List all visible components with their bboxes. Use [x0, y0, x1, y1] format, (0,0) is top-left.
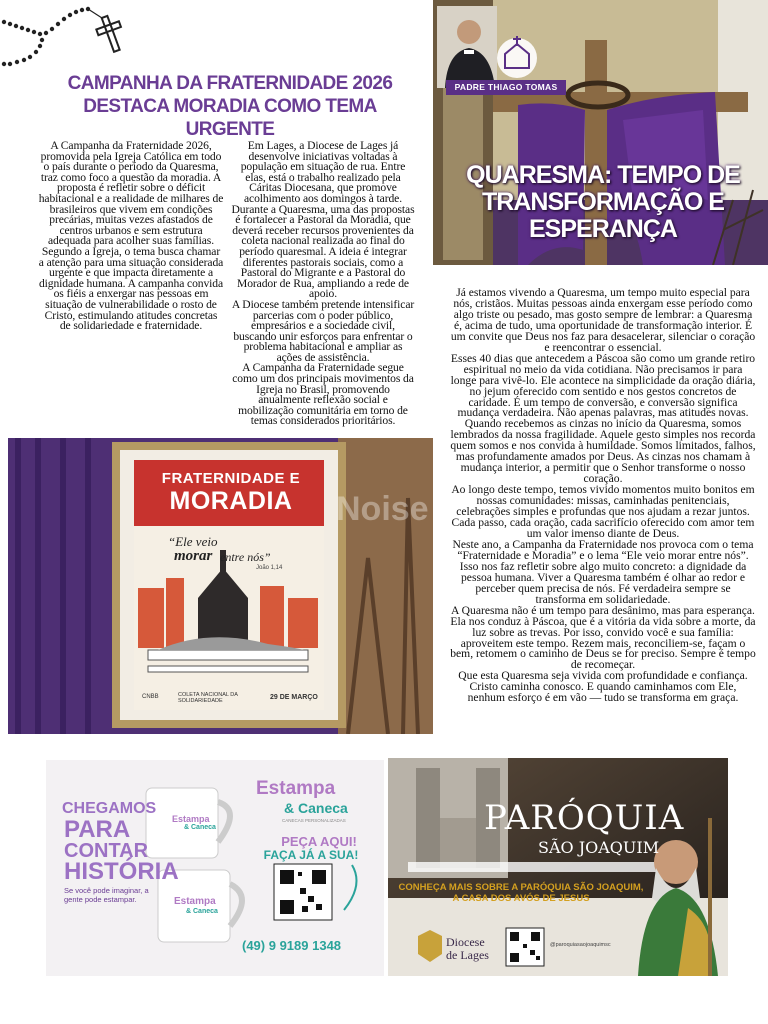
- mug-brand-2b: & Caneca: [186, 908, 218, 915]
- article-paragraph: Durante a Quaresma, uma das propostas é fortalecer a Pastoral da Moradia, que deverá receber recursos provenientes da coleta nacional realizada ao final do período quaresmal. A ideia é integrar diferentes pastorais sociais, como a Pastoral do Migrante e a Pastoral do Morador de Rua, ampliando a rede de apoio.: [231, 202, 415, 301]
- ad-subtitle: SÃO JOAQUIM: [538, 838, 660, 857]
- lent-article: [450, 288, 756, 704]
- article-paragraph: A Campanha da Fraternidade segue como um dos principais movimentos da Igreja no Brasil, promovendo anualmente reflexão social e mobilização comunitária em torno de temas considerados prioritários.: [232, 361, 414, 428]
- page-headline: CAMPANHA DA FRATERNIDADE 2026 DESTACA MORADIA COMO TEMA URGENTE: [67, 73, 393, 140]
- ad-headline-3: CONTAR: [64, 840, 149, 862]
- poster-footer-mid: COLETA NACIONAL DA SOLIDARIEDADE: [178, 692, 238, 704]
- article-paragraph: A Diocese também pretende intensificar parcerias com o poder público, empresários e a sociedade civil, buscando unir esforços para enfrentar o problema habitacional e ampliar as ações de assistência.: [231, 297, 415, 364]
- article-column-2: [230, 141, 416, 427]
- article-paragraph: Quando recebemos as cinzas no início da Quaresma, somos lembrados da nossa fragilidade. Aquele gesto simples nos recorda quem somos e nos convida à humildade. Somos limitados, falhos, mas profundamente amados por Deus. As cinzas nos chamam à mudança interior, a permitir que o Senhor transforme o nosso coração.: [450, 417, 756, 486]
- mug-brand-2: Estampa: [174, 896, 216, 907]
- ad-headline-1: CHEGAMOS: [62, 800, 157, 817]
- ad-phone[interactable]: (49) 9 9189 1348: [242, 938, 342, 953]
- poster-footer-right: 29 DE MARÇO: [270, 694, 318, 701]
- article-paragraph: Ao longo deste tempo, temos vivido momentos muito bonitos em nossas comunidades: missas, caminhadas penitenciais, celebrações simples e profundas que nos ajudam a rezar juntos. Cada passo, cada oração, cada sacrifício oferecido com amor tem um valor imenso diante de Deus.: [451, 483, 755, 540]
- ad-headline-4: HISTÓRIA: [64, 858, 179, 885]
- ad-headline-2: PARA: [64, 816, 131, 843]
- poster-title-line-1: FRATERNIDADE E: [161, 470, 301, 487]
- poster-footer-left: CNBB: [142, 694, 159, 700]
- brand-name-line-1: Estampa: [256, 778, 336, 799]
- poster-motto-line-1: “Ele veio: [168, 534, 218, 549]
- article-paragraph: Que esta Quaresma seja vivida com profundidade e confiança. Cristo caminha conosco. E quando caminhamos com Ele, nenhum esforço é em vão — tudo se transforma em graça.: [458, 669, 748, 705]
- rosary-decoration: [0, 0, 140, 70]
- poster-motto-line-2: entre nós”: [220, 550, 271, 564]
- mug-brand-1b: & Caneca: [184, 824, 216, 831]
- campaign-poster-photo: [8, 438, 433, 734]
- mug-brand-1: Estampa: [172, 814, 210, 824]
- watermark: Noise: [336, 490, 429, 528]
- ad-cta: CONHEÇA MAIS SOBRE A PARÓQUIA SÃO JOAQUIM, A CASA DOS AVÓS DE JESUS: [398, 882, 644, 904]
- ad-estampa-caneca[interactable]: [46, 760, 384, 976]
- ad-title: PARÓQUIA: [484, 798, 685, 838]
- article-paragraph: Esses 40 dias que antecedem a Páscoa são como um grande retiro espiritual no meio da vida cotidiana. Não precisamos ir para longe para vivê-lo. Ele acontece na simplicidade da oração diária, no jejum oferecido com sentido e nos gestos concretos de caridade. É um tempo de conversão, e conversão significa mudança verdadeira. Não apenas palavras, mas atitudes novas.: [450, 351, 756, 420]
- cta-line-2: FAÇA JÁ A SUA!: [263, 848, 359, 862]
- article-paragraph: Já estamos vivendo a Quaresma, um tempo muito especial para nós, cristãos. Muitas pessoas ainda enxergam esse período como algo triste ou pesado, mas gosto sempre de lembrar: a Quaresma é, acima de tudo, uma oportunidade de transformação interior. É um convite que Deus nos faz para desacelerar, silenciar o coração e reencontrar o essencial.: [450, 286, 756, 354]
- poster-citation: João 1,14: [256, 565, 283, 571]
- article-paragraph: Segundo a Igreja, o tema busca chamar a atenção para uma situação considerada urgente e que impacta diretamente a dignidade humana. A campanha convida os fiéis a enxergar nas pessoas em situação de vulnerabilidade o rosto de Cristo, estimulando atitudes concretas de solidariedade e fraternidade.: [38, 244, 224, 333]
- poster-motto-word: morar: [174, 548, 213, 564]
- article-column-1: [38, 141, 224, 332]
- brand-subtitle: CANECAS PERSONALIZADAS: [282, 818, 346, 823]
- article-paragraph: Neste ano, a Campanha da Fraternidade nos provoca com o tema “Fraternidade e Moradia” e o lema “Ele veio morar entre nós”. Isso nos faz refletir sobre algo muito concreto: a dignidade da pessoa humana. Viver a Quaresma também é olhar ao redor e perceber quem precisa de nós. Fé verdadeira sempre se transforma em solidariedade.: [452, 537, 754, 606]
- diocese-name: Diocese de Lages: [446, 935, 489, 962]
- hero-title: QUARESMA: TEMPO DE TRANSFORMAÇÃO E ESPERANÇA: [466, 161, 740, 243]
- ad-tagline: Se você pode imaginar, a gente pode estampar.: [64, 886, 149, 904]
- priest-name-tag: PADRE THIAGO TOMAS: [446, 80, 566, 95]
- article-paragraph: Em Lages, a Diocese de Lages já desenvolve iniciativas voltadas à população em situação de rua. Entre elas, está o trabalho realizado pela Cáritas Diocesana, que promove acolhimento aos domingos à tarde.: [240, 139, 406, 205]
- parish-logo-icon: [497, 36, 537, 78]
- cta-line-1: PEÇA AQUI!: [281, 834, 357, 849]
- social-handle[interactable]: @paroquiasaojoaquimsc: [550, 942, 611, 948]
- poster-title-line-2: MORADIA: [169, 487, 293, 515]
- ad-paroquia-sao-joaquim[interactable]: [388, 758, 728, 976]
- article-paragraph: A Quaresma não é um tempo para desânimo, mas para esperança. Ela nos conduz à Páscoa, que é a vitória da vida sobre a morte, da luz sobre as trevas. Por isso, convido você e sua família: aproveitem este tempo. Rezem mais, reconciliem-se, façam o bem, retomem o caminho de Deus se for preciso. Sempre é tempo de recomeçar.: [450, 603, 756, 672]
- article-paragraph: A Campanha da Fraternidade 2026, promovida pela Igreja Católica em todo o país durante o período da Quaresma, traz como foco a questão da moradia. A proposta é refletir sobre o déficit habitacional e a realidade de milhares de brasileiros que vivem em condições precárias, muitas vezes afastados de centros urbanos e sem estrutura adequada para acolher suas famílias.: [38, 139, 224, 248]
- brand-name-line-2: & Caneca: [284, 800, 348, 816]
